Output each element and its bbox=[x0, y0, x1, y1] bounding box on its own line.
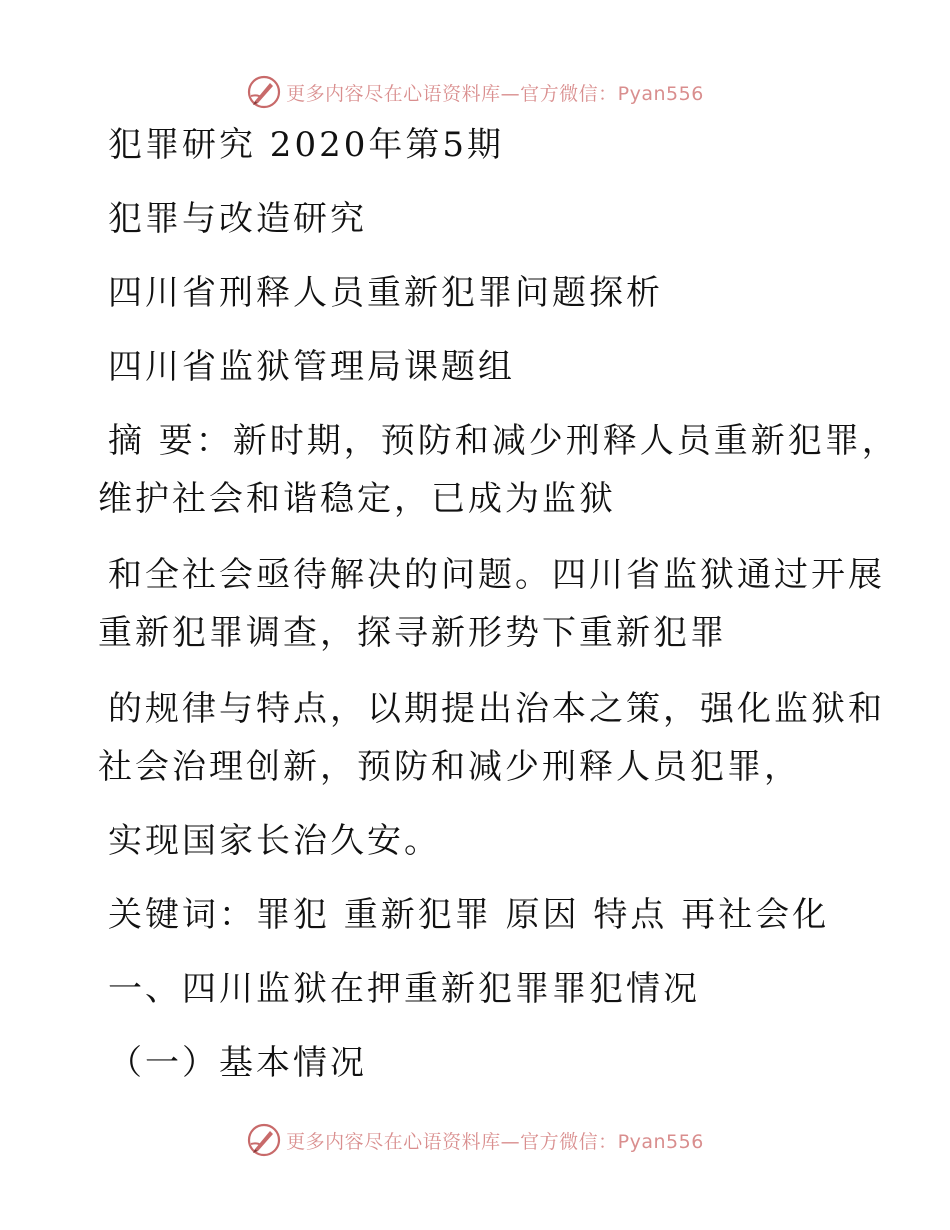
watermark-text: 更多内容尽在心语资料库—官方微信：Pyan556 bbox=[286, 1130, 704, 1153]
footer-watermark bbox=[0, 1120, 950, 1160]
feather-pen-logo-icon bbox=[246, 74, 282, 110]
abstract-line: 维护社会和谐稳定，已成为监狱 bbox=[98, 479, 616, 519]
abstract-line: 和全社会亟待解决的问题。四川省监狱通过开展 bbox=[108, 555, 885, 595]
keywords: 关键词：罪犯 重新犯罪 原因 特点 再社会化 bbox=[108, 895, 830, 935]
journal-issue: 犯罪研究 2020年第5期 bbox=[108, 125, 504, 165]
section-heading: 一、四川监狱在押重新犯罪罪犯情况 bbox=[108, 969, 700, 1009]
article-title: 四川省刑释人员重新犯罪问题探析 bbox=[108, 273, 663, 313]
header-watermark bbox=[0, 72, 950, 112]
subsection-heading: （一）基本情况 bbox=[108, 1043, 367, 1083]
feather-pen-logo-icon bbox=[246, 1122, 282, 1158]
watermark-text: 更多内容尽在心语资料库—官方微信：Pyan556 bbox=[286, 82, 704, 105]
abstract-line: 的规律与特点，以期提出治本之策，强化监狱和 bbox=[108, 689, 885, 729]
abstract-line: 实现国家长治久安。 bbox=[108, 821, 441, 861]
abstract-line: 重新犯罪调查，探寻新形势下重新犯罪 bbox=[98, 613, 727, 653]
abstract-line: 摘 要：新时期，预防和减少刑释人员重新犯罪， bbox=[108, 421, 899, 461]
abstract-line: 社会治理创新，预防和减少刑释人员犯罪， bbox=[98, 747, 801, 787]
column-name: 犯罪与改造研究 bbox=[108, 199, 367, 239]
author: 四川省监狱管理局课题组 bbox=[108, 347, 515, 387]
